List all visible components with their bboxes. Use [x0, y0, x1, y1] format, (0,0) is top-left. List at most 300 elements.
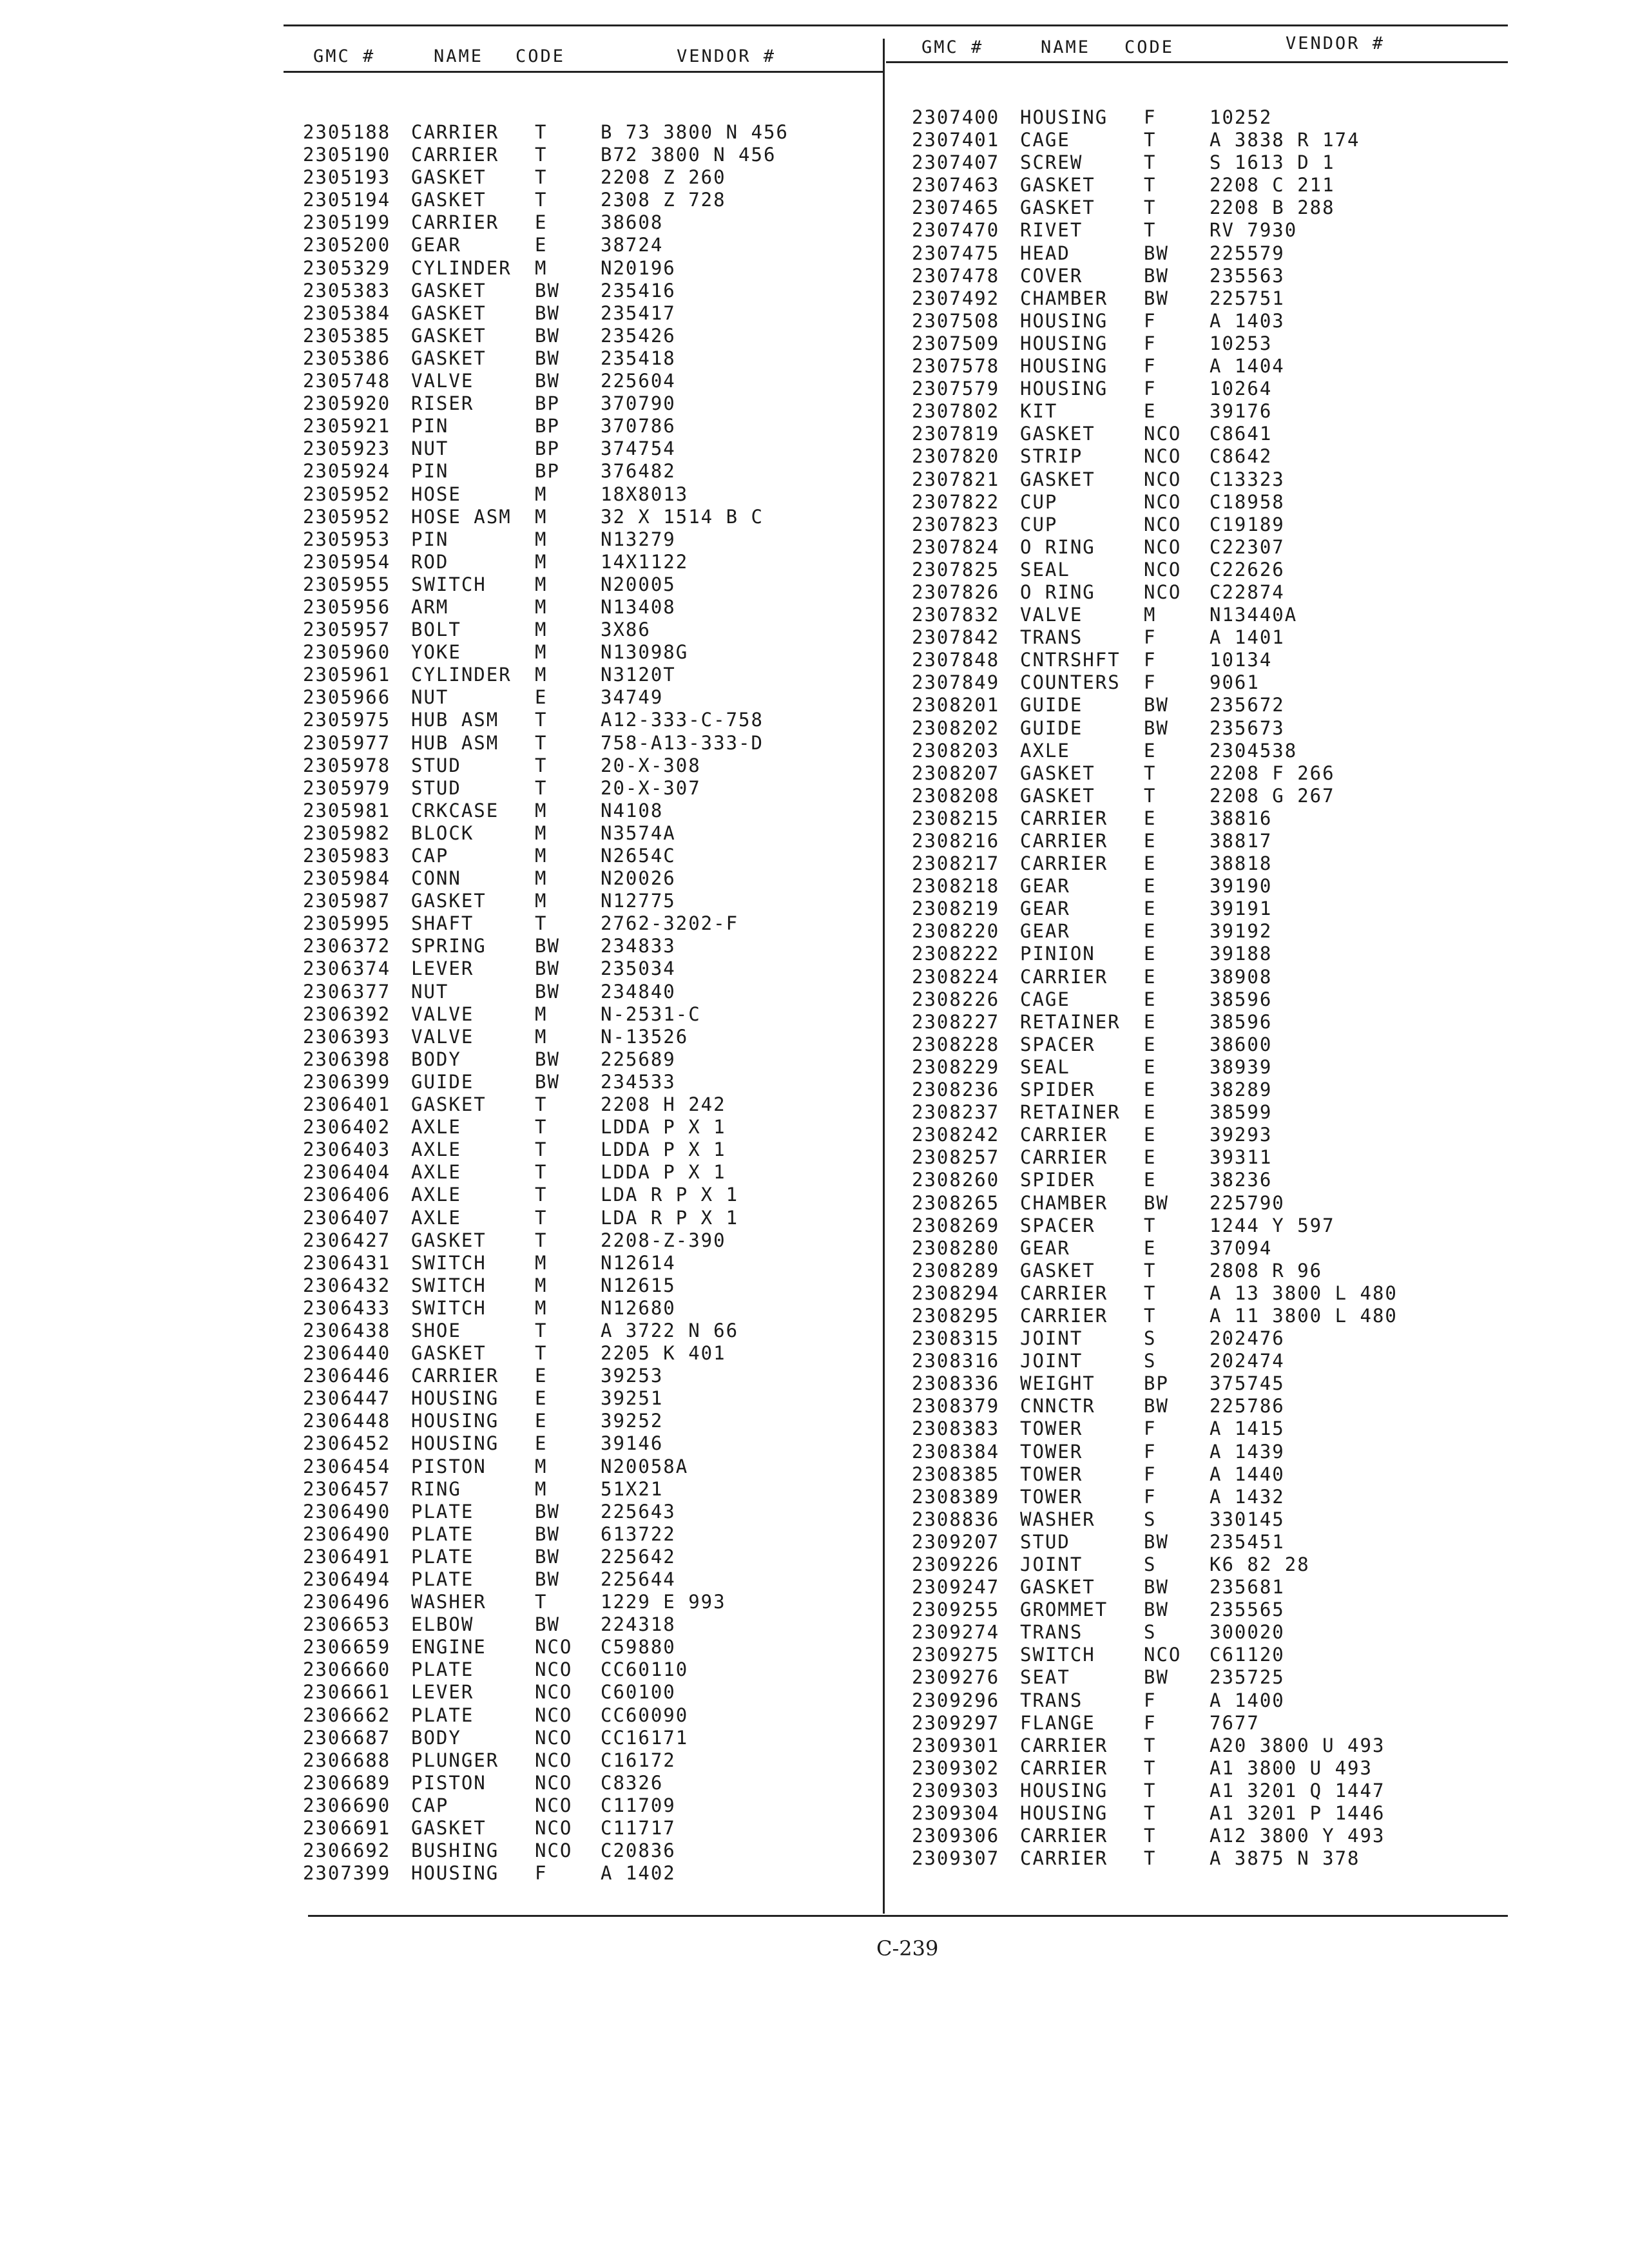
table-row: [912, 1033, 1505, 1056]
table-row: [912, 717, 1505, 740]
part-name: CAP: [411, 845, 449, 867]
table-row: [303, 347, 870, 370]
vendor-code: T: [535, 166, 548, 189]
vendor-code: T: [535, 912, 548, 935]
table-row: [303, 890, 870, 912]
gmc-number: 2305199: [303, 211, 391, 234]
gmc-number: 2306403: [303, 1139, 391, 1161]
part-name: PLATE: [411, 1523, 474, 1545]
gmc-number: 2308336: [912, 1372, 1000, 1395]
part-name: CHAMBER: [1020, 287, 1108, 309]
vendor-code: NCO: [535, 1681, 573, 1704]
vendor-number: A 1403: [1210, 309, 1285, 332]
header-right-name: NAME: [1041, 37, 1091, 57]
part-name: HOUSING: [1020, 309, 1108, 332]
vendor-number: C18958: [1210, 490, 1285, 513]
vendor-code: M: [535, 619, 548, 641]
vendor-number: 225579: [1210, 242, 1285, 264]
table-row: [303, 822, 870, 845]
vendor-code: F: [1144, 332, 1157, 354]
vendor-code: BW: [535, 1070, 560, 1093]
vendor-number: 3X86: [601, 619, 651, 641]
part-name: YOKE: [411, 641, 461, 664]
vendor-code: M: [535, 867, 548, 890]
table-row: [303, 460, 870, 483]
gmc-number: 2308260: [912, 1169, 1000, 1191]
gmc-number: 2308836: [912, 1508, 1000, 1530]
table-row: [912, 762, 1505, 785]
part-name: GASKET: [1020, 197, 1095, 219]
vendor-number: A 1432: [1210, 1485, 1285, 1508]
vendor-code: T: [535, 1319, 548, 1341]
gmc-number: 2305329: [303, 256, 391, 279]
gmc-number: 2307825: [912, 558, 1000, 581]
vendor-code: T: [535, 1591, 548, 1613]
vendor-number: A 1415: [1210, 1418, 1285, 1440]
vendor-code: T: [1144, 129, 1157, 151]
vendor-number: LDDA P X 1: [601, 1139, 726, 1161]
table-row: [912, 1327, 1505, 1350]
gmc-number: 2308215: [912, 807, 1000, 829]
vendor-code: T: [535, 1093, 548, 1116]
table-row: [303, 325, 870, 347]
gmc-number: 2307826: [912, 581, 1000, 603]
vendor-number: 225604: [601, 370, 676, 392]
table-row: [912, 242, 1505, 265]
vendor-number: 38817: [1210, 830, 1273, 852]
vendor-code: F: [1144, 626, 1157, 649]
table-row: [303, 867, 870, 890]
vendor-code: E: [1144, 1124, 1157, 1146]
vendor-code: T: [1144, 762, 1157, 784]
gmc-number: 2307849: [912, 671, 1000, 694]
gmc-number: 2305961: [303, 664, 391, 686]
part-name: HOUSING: [1020, 106, 1108, 128]
vendor-number: 370786: [601, 415, 676, 437]
part-name: WEIGHT: [1020, 1372, 1095, 1395]
table-row: [303, 551, 870, 573]
gmc-number: 2305386: [303, 347, 391, 369]
gmc-number: 2305194: [303, 189, 391, 211]
vendor-number: 20-X-308: [601, 754, 701, 776]
table-row: [303, 957, 870, 980]
vendor-number: 14X1122: [601, 550, 689, 573]
gmc-number: 2307478: [912, 264, 1000, 287]
part-name: TOWER: [1020, 1418, 1083, 1440]
part-name: CHAMBER: [1020, 1191, 1108, 1214]
part-name: GASKET: [411, 347, 487, 369]
vendor-code: NCO: [535, 1771, 573, 1794]
part-name: GASKET: [411, 1817, 487, 1840]
gmc-number: 2308208: [912, 784, 1000, 807]
table-row: [303, 302, 870, 325]
gmc-number: 2306457: [303, 1477, 391, 1500]
part-name: GEAR: [411, 234, 461, 256]
vendor-code: F: [1144, 1440, 1157, 1463]
gmc-number: 2307407: [912, 151, 1000, 174]
vendor-number: C8642: [1210, 445, 1273, 468]
table-row: [303, 1387, 870, 1410]
vendor-number: C60100: [601, 1681, 676, 1704]
table-row: [912, 1441, 1505, 1463]
gmc-number: 2306440: [303, 1342, 391, 1365]
part-name: RIVET: [1020, 219, 1083, 242]
part-name: CARRIER: [1020, 1146, 1108, 1169]
vendor-code: T: [535, 1139, 548, 1161]
table-row: [912, 1463, 1505, 1486]
vendor-code: E: [1144, 1169, 1157, 1191]
part-name: HUB ASM: [411, 709, 499, 731]
vendor-code: M: [535, 641, 548, 664]
gmc-number: 2308237: [912, 1101, 1000, 1124]
gmc-number: 2307508: [912, 309, 1000, 332]
gmc-number: 2306659: [303, 1636, 391, 1658]
table-row: [912, 1531, 1505, 1553]
table-row: [912, 445, 1505, 468]
header-right-gmc: GMC #: [921, 37, 984, 57]
vendor-number: 225642: [601, 1545, 676, 1568]
vendor-number: 7677: [1210, 1711, 1260, 1734]
vendor-number: N12615: [601, 1274, 676, 1296]
part-name: CARRIER: [1020, 1124, 1108, 1146]
vendor-number: C8641: [1210, 423, 1273, 445]
vendor-code: S: [1144, 1350, 1157, 1372]
part-name: RISER: [411, 392, 474, 415]
table-row: [912, 1599, 1505, 1621]
gmc-number: 2308379: [912, 1395, 1000, 1418]
table-row: [912, 1666, 1505, 1689]
vendor-number: 235681: [1210, 1576, 1285, 1599]
vendor-code: M: [535, 799, 548, 822]
vendor-code: M: [535, 1274, 548, 1296]
vendor-code: T: [535, 121, 548, 143]
vendor-code: M: [535, 528, 548, 550]
part-name: CARRIER: [1020, 1847, 1108, 1870]
gmc-number: 2305923: [303, 437, 391, 460]
gmc-number: 2306447: [303, 1387, 391, 1410]
part-name: CARRIER: [1020, 1282, 1108, 1304]
part-name: STUD: [411, 754, 461, 776]
part-name: CARRIER: [411, 121, 499, 143]
table-row: [912, 1847, 1505, 1870]
gmc-number: 2305955: [303, 573, 391, 595]
part-name: JOINT: [1020, 1553, 1083, 1575]
vendor-number: 39293: [1210, 1124, 1273, 1146]
vendor-number: N4108: [601, 799, 664, 822]
vendor-number: 235034: [601, 957, 676, 980]
vendor-number: 38724: [601, 234, 664, 256]
table-row: [303, 1184, 870, 1206]
vendor-number: N20005: [601, 573, 676, 595]
table-row: [303, 1658, 870, 1681]
vendor-code: BW: [1144, 1599, 1169, 1621]
table-row: [303, 1772, 870, 1794]
part-name: GASKET: [1020, 423, 1095, 445]
vendor-number: 374754: [601, 437, 676, 460]
table-row: [303, 935, 870, 957]
part-name: SPIDER: [1020, 1079, 1095, 1101]
gmc-number: 2305977: [303, 731, 391, 754]
gmc-number: 2306662: [303, 1704, 391, 1726]
vendor-number: 39192: [1210, 920, 1273, 943]
vendor-number: 225643: [601, 1500, 676, 1523]
vendor-number: 300020: [1210, 1621, 1285, 1644]
vendor-code: T: [1144, 1304, 1157, 1327]
gmc-number: 2306661: [303, 1681, 391, 1704]
part-name: GASKET: [1020, 762, 1095, 784]
part-name: O RING: [1020, 581, 1095, 603]
vendor-code: T: [535, 776, 548, 799]
vendor-code: E: [535, 1410, 548, 1432]
vendor-number: 2208-Z-390: [601, 1229, 726, 1251]
part-name: CUP: [1020, 513, 1058, 535]
part-name: SWITCH: [411, 573, 487, 595]
part-name: NUT: [411, 686, 449, 709]
table-row: [912, 1757, 1505, 1780]
part-name: SPRING: [411, 935, 487, 957]
header-left-gmc: GMC #: [313, 46, 376, 66]
table-row: [303, 211, 870, 234]
vendor-number: 39251: [601, 1387, 664, 1410]
part-name: HOUSING: [1020, 332, 1108, 354]
part-name: RETAINER: [1020, 1010, 1121, 1033]
header-left-code: CODE: [516, 46, 566, 66]
vendor-code: NCO: [1144, 513, 1182, 535]
gmc-number: 2306653: [303, 1613, 391, 1636]
vendor-code: E: [1144, 965, 1157, 988]
vendor-number: 32 X 1514 B C: [601, 505, 764, 528]
vendor-code: E: [1144, 1033, 1157, 1055]
vendor-number: 2808 R 96: [1210, 1259, 1323, 1282]
table-row: [912, 355, 1505, 378]
vendor-number: N12775: [601, 890, 676, 912]
table-row: [912, 1011, 1505, 1033]
vendor-number: 20-X-307: [601, 776, 701, 799]
vendor-code: F: [1144, 106, 1157, 128]
vendor-code: NCO: [535, 1817, 573, 1840]
gmc-number: 2306399: [303, 1070, 391, 1093]
part-name: HOUSING: [411, 1410, 499, 1432]
vendor-code: BP: [535, 437, 560, 460]
table-row: [303, 800, 870, 822]
gmc-number: 2308227: [912, 1010, 1000, 1033]
vendor-number: C8326: [601, 1771, 664, 1794]
gmc-number: 2305190: [303, 144, 391, 166]
vendor-code: F: [1144, 1485, 1157, 1508]
gmc-number: 2305385: [303, 324, 391, 347]
vendor-number: 376482: [601, 460, 676, 483]
part-name: CARRIER: [1020, 1825, 1108, 1847]
vendor-code: BW: [1144, 716, 1169, 739]
vendor-code: M: [535, 1296, 548, 1319]
table-row: [303, 1297, 870, 1320]
gmc-number: 2305978: [303, 754, 391, 776]
vendor-code: BW: [535, 347, 560, 369]
table-row: [303, 1071, 870, 1093]
table-row: [912, 1576, 1505, 1599]
vendor-number: 39191: [1210, 898, 1273, 920]
gmc-number: 2305983: [303, 845, 391, 867]
table-row: [912, 287, 1505, 310]
vendor-code: E: [535, 686, 548, 709]
vendor-code: BW: [1144, 1395, 1169, 1418]
table-row: [303, 709, 870, 731]
vendor-number: C16172: [601, 1749, 676, 1771]
vendor-code: E: [535, 1387, 548, 1410]
vendor-number: 39146: [601, 1432, 664, 1455]
gmc-number: 2307842: [912, 626, 1000, 649]
part-name: GASKET: [411, 324, 487, 347]
part-name: ARM: [411, 595, 449, 618]
vendor-number: 1229 E 993: [601, 1591, 726, 1613]
vendor-number: A 1440: [1210, 1463, 1285, 1485]
part-name: SHAFT: [411, 912, 474, 935]
vendor-code: E: [1144, 1236, 1157, 1259]
vendor-number: 2762-3202-F: [601, 912, 739, 935]
table-row: [912, 378, 1505, 400]
part-name: CARRIER: [1020, 807, 1108, 829]
part-name: GASKET: [411, 890, 487, 912]
vendor-code: BW: [1144, 287, 1169, 309]
part-name: GEAR: [1020, 920, 1070, 943]
table-row: [303, 1636, 870, 1658]
gmc-number: 2308216: [912, 830, 1000, 852]
table-row: [303, 981, 870, 1003]
gmc-number: 2309303: [912, 1779, 1000, 1802]
vendor-number: 2208 G 267: [1210, 784, 1335, 807]
gmc-number: 2308383: [912, 1418, 1000, 1440]
table-row: [303, 189, 870, 211]
vendor-number: 38608: [601, 211, 664, 234]
vendor-number: A20 3800 U 493: [1210, 1734, 1385, 1756]
gmc-number: 2309302: [912, 1756, 1000, 1779]
vendor-number: CC60110: [601, 1658, 689, 1681]
vendor-number: C11717: [601, 1817, 676, 1840]
part-name: GUIDE: [411, 1070, 474, 1093]
vendor-code: T: [1144, 197, 1157, 219]
vendor-code: F: [1144, 671, 1157, 694]
vendor-number: 234833: [601, 935, 676, 957]
vendor-number: 39188: [1210, 943, 1273, 965]
vendor-number: N20058A: [601, 1455, 689, 1477]
gmc-number: 2305981: [303, 799, 391, 822]
part-name: PLUNGER: [411, 1749, 499, 1771]
part-name: GEAR: [1020, 1236, 1070, 1259]
vendor-code: E: [1144, 1146, 1157, 1169]
vendor-code: M: [535, 1455, 548, 1477]
vendor-number: 235565: [1210, 1599, 1285, 1621]
vendor-number: C22874: [1210, 581, 1285, 603]
table-row: [303, 1456, 870, 1478]
vendor-code: T: [535, 189, 548, 211]
gmc-number: 2308203: [912, 739, 1000, 762]
part-name: LEVER: [411, 957, 474, 980]
vendor-code: T: [1144, 1214, 1157, 1236]
vendor-code: T: [535, 1229, 548, 1251]
vendor-code: T: [535, 1206, 548, 1229]
vendor-code: M: [535, 1251, 548, 1274]
table-row: [303, 1207, 870, 1229]
table-row: [912, 151, 1505, 174]
vendor-number: K6 82 28: [1210, 1553, 1310, 1575]
gmc-number: 2306402: [303, 1116, 391, 1139]
vendor-code: F: [1144, 378, 1157, 400]
part-name: PLATE: [411, 1545, 474, 1568]
part-name: CYLINDER: [411, 256, 512, 279]
table-row: [303, 1342, 870, 1365]
table-row: [912, 875, 1505, 898]
part-name: PIN: [411, 528, 449, 550]
vendor-number: N20026: [601, 867, 676, 890]
table-row: [303, 1003, 870, 1026]
vendor-number: 18X8013: [601, 483, 689, 505]
page-number: C-239: [876, 1936, 939, 1961]
vendor-code: T: [535, 1342, 548, 1365]
vendor-code: E: [1144, 1055, 1157, 1078]
vendor-code: M: [535, 1025, 548, 1048]
vendor-code: BW: [535, 1500, 560, 1523]
gmc-number: 2305921: [303, 415, 391, 437]
part-name: TRANS: [1020, 1689, 1083, 1711]
gmc-number: 2306431: [303, 1251, 391, 1274]
part-name: GASKET: [411, 1342, 487, 1365]
table-row: [912, 740, 1505, 762]
table-row: [912, 943, 1505, 965]
table-row: [303, 1432, 870, 1455]
table-row: [303, 257, 870, 280]
gmc-number: 2306660: [303, 1658, 391, 1681]
gmc-number: 2306692: [303, 1840, 391, 1862]
part-name: ELBOW: [411, 1613, 474, 1636]
part-name: SWITCH: [411, 1296, 487, 1319]
table-row: [912, 626, 1505, 649]
table-row: [912, 1169, 1505, 1191]
left-parts-list: [303, 121, 870, 1885]
table-row: [303, 1093, 870, 1116]
vendor-code: BW: [535, 370, 560, 392]
vendor-code: NCO: [535, 1794, 573, 1816]
gmc-number: 2306490: [303, 1523, 391, 1545]
table-row: [912, 1260, 1505, 1282]
vendor-number: C19189: [1210, 513, 1285, 535]
part-name: TRANS: [1020, 1621, 1083, 1644]
part-name: O RING: [1020, 535, 1095, 558]
table-row: [303, 1523, 870, 1546]
table-row: [912, 310, 1505, 332]
gmc-number: 2307400: [912, 106, 1000, 128]
table-row: [303, 664, 870, 686]
gmc-number: 2308229: [912, 1055, 1000, 1078]
table-row: [303, 1840, 870, 1862]
vendor-code: M: [535, 664, 548, 686]
vendor-number: A1 3201 P 1446: [1210, 1802, 1385, 1825]
table-row: [303, 1320, 870, 1342]
table-row: [303, 1229, 870, 1252]
gmc-number: 2307819: [912, 423, 1000, 445]
gmc-number: 2306689: [303, 1771, 391, 1794]
vendor-number: A 11 3800 L 480: [1210, 1304, 1398, 1327]
vendor-number: 38908: [1210, 965, 1273, 988]
table-row: [303, 280, 870, 302]
gmc-number: 2305982: [303, 822, 391, 844]
table-row: [912, 400, 1505, 423]
part-name: PISTON: [411, 1455, 487, 1477]
part-name: AXLE: [411, 1116, 461, 1139]
vendor-number: 39311: [1210, 1146, 1273, 1169]
table-row: [912, 1305, 1505, 1327]
gmc-number: 2307399: [303, 1862, 391, 1885]
table-row: [303, 596, 870, 619]
